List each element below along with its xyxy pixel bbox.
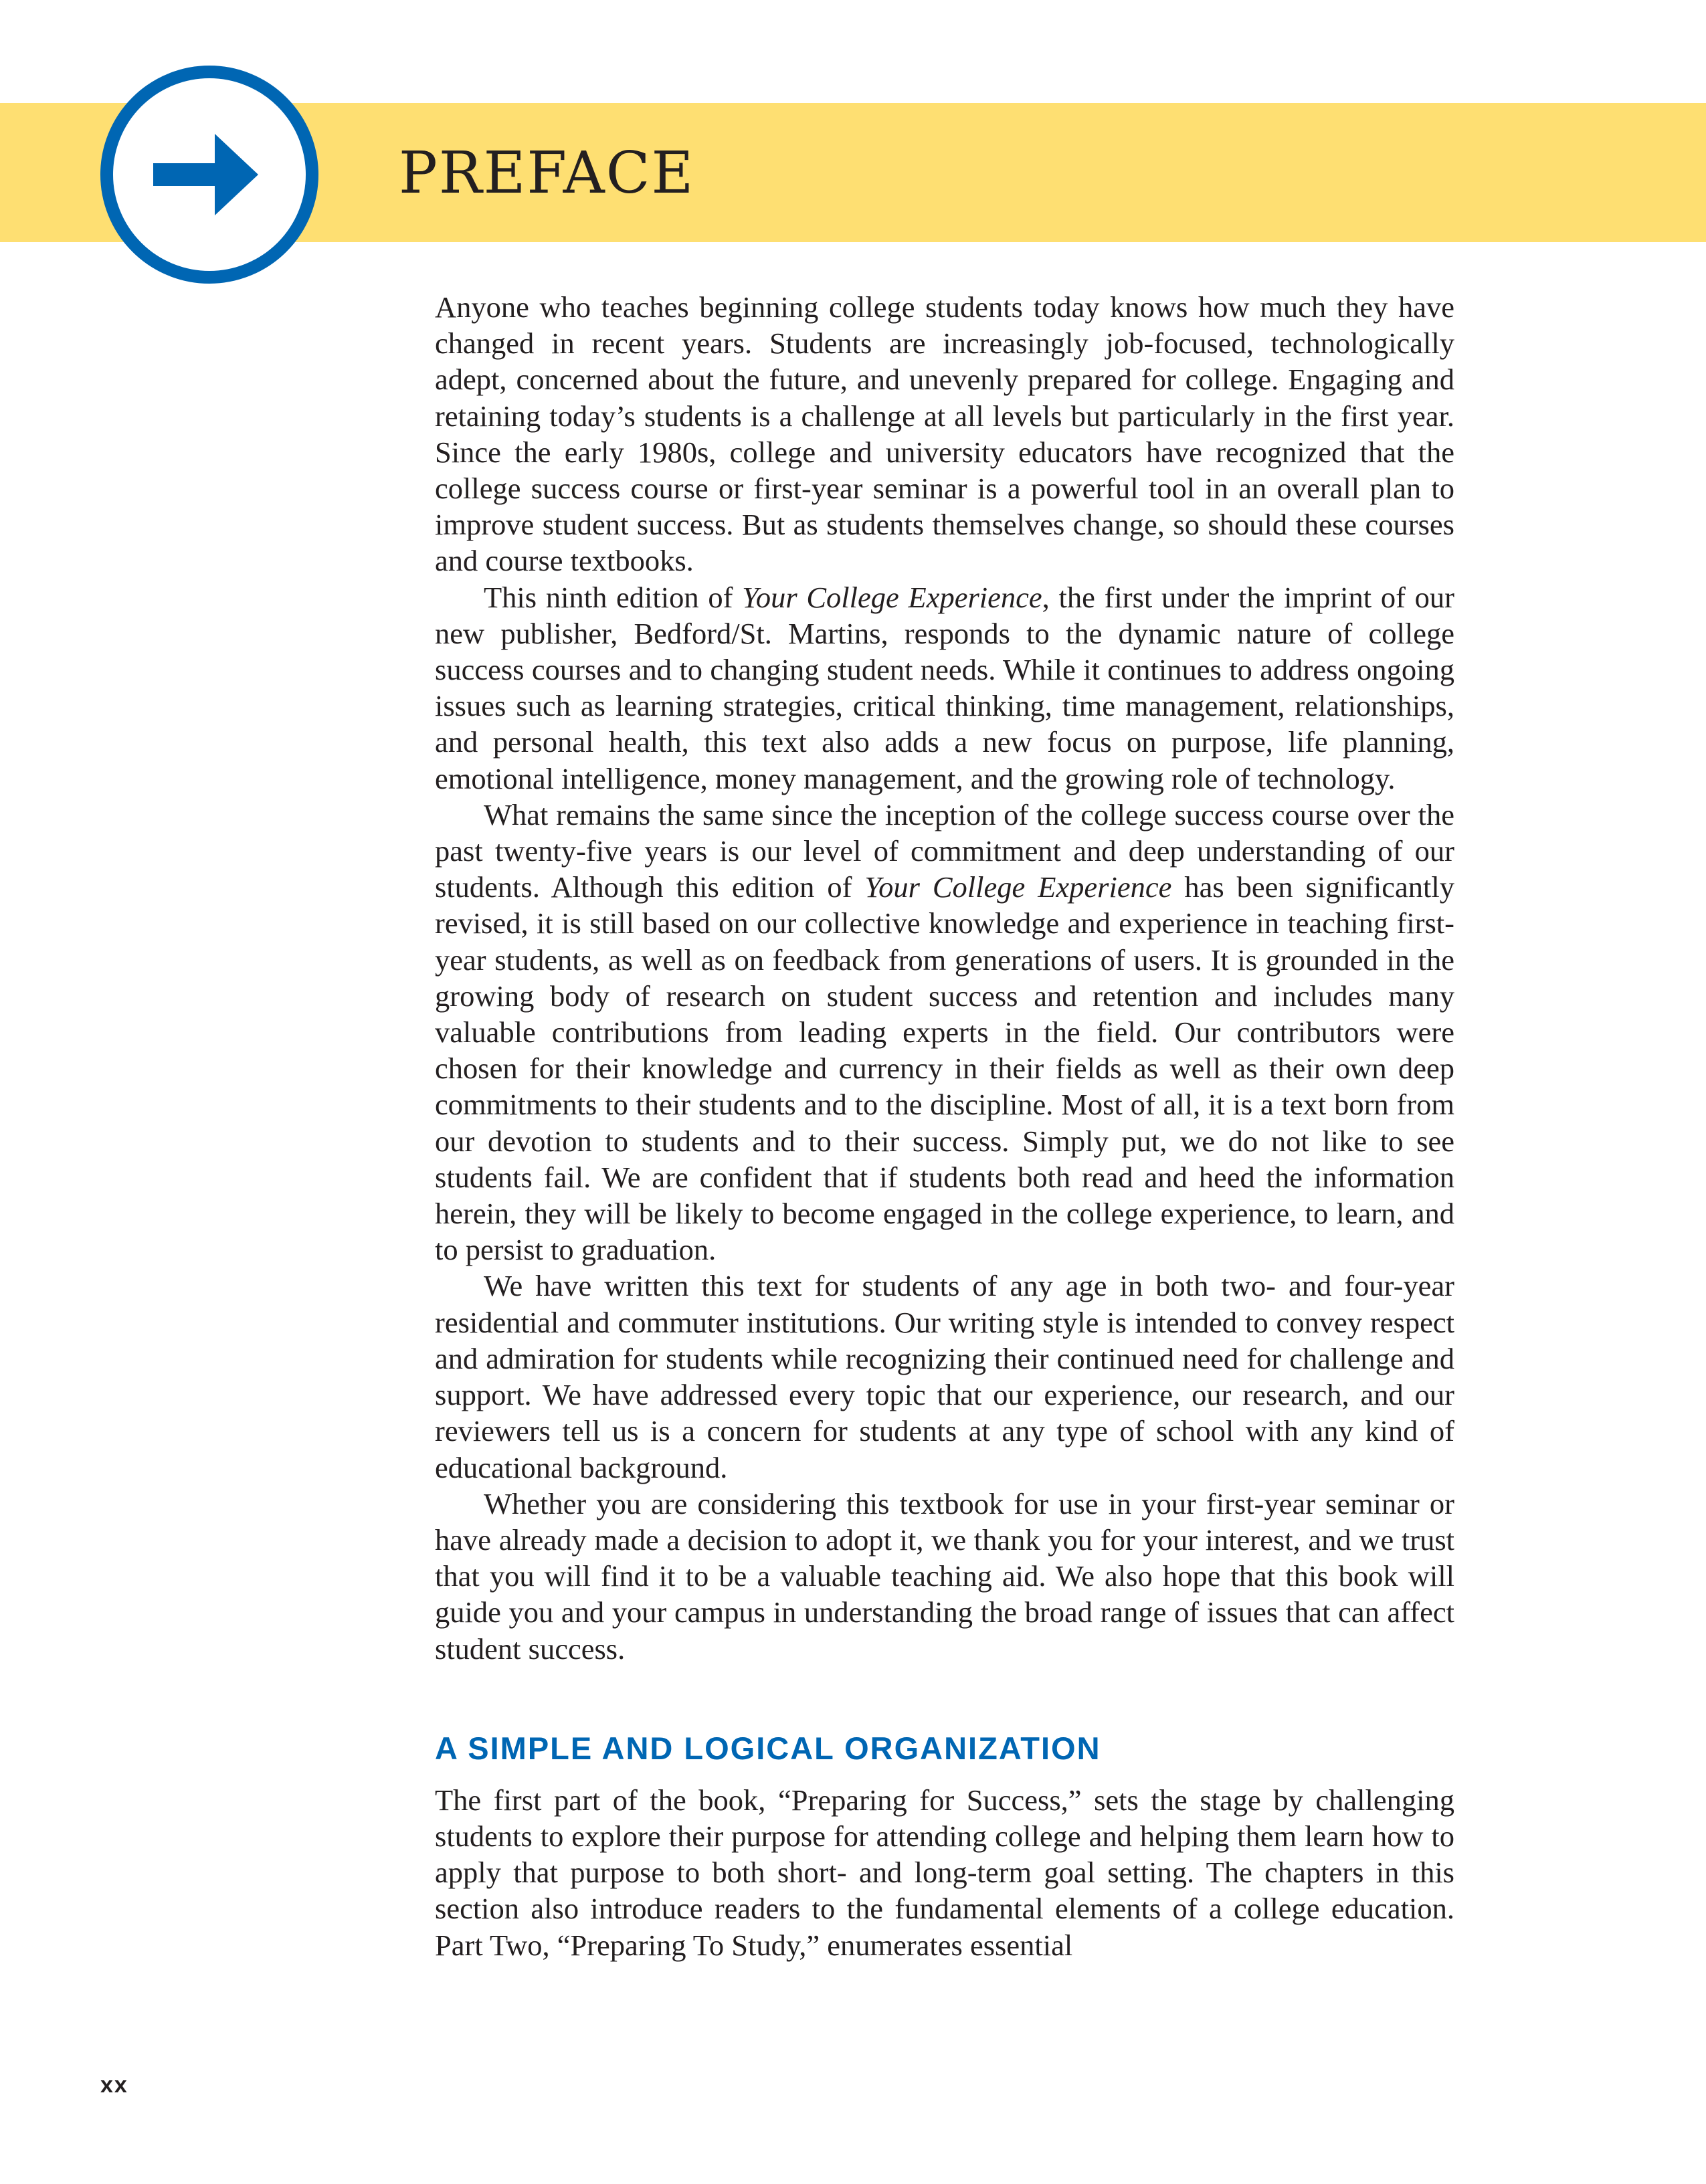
paragraph-rest: has been significantly revised, it is still based on our collective knowledge and experience in teaching first-year students, as well as on feedback from generations of users. It is grounded in the growing body of research on student success and retention and includes many valuable contributions from leading experts in the field. Our contributors were chosen for their knowledge and currency in their fields as well as their own deep commitments to their students and to the discipline. Most of all, it is a text born from our devotion to students and to their success. Simply put, we do not like to see students fail. We are confident that if students both read and heed the information herein, they will be likely to become engaged in the college experience, to learn, and to persist to graduation. xyxy=(435,870,1455,1267)
page-number: xx xyxy=(100,2072,128,2098)
paragraph-lead-tail: , the first under the imprint xyxy=(1042,580,1372,614)
chapter-badge xyxy=(100,66,318,284)
paragraph: The first part of the book, “Preparing for Success,” sets the stage by challenging students to explore their purpose for attending college and helping them learn how to apply that purpose to both short- and long-term goal setting. The chapters in this section also introduce readers to the fundamental elements of a college education. Part Two, “Preparing To Study,” enumerates essential xyxy=(435,1783,1454,1962)
arrow-right-icon xyxy=(113,78,306,271)
page-title: PREFACE xyxy=(399,140,695,207)
paragraph xyxy=(435,579,1454,797)
section-heading: A SIMPLE AND LOGICAL ORGANIZATION xyxy=(435,1730,1101,1766)
paragraph-lead: What remains the same since the inception of the college success course over the past twenty-five years is our level of commitment and deep understanding of our students. Although this edition of xyxy=(435,797,1454,904)
paragraph: We have written this text for students of any age in both two- and four-year residential and commuter institutions. Our writing style is intended to convey respect and admiration for students while recognizing their continued need for challenge and support. We have addressed every topic that our experience, our research, and our reviewers tell us is a concern for students at any type of school with any kind of educational background. xyxy=(435,1269,1454,1484)
preface-body xyxy=(435,289,1454,1963)
book-title: Your College Experience xyxy=(864,870,1172,904)
book-title: Your College Experience xyxy=(742,580,1042,614)
paragraph: Anyone who teaches beginning college students today knows how much they have changed in recent years. Students are increasingly job-focused, technologically adept, concerned about the future, and unevenly prepared for college. Engaging and retaining today’s students is a challenge at all levels but particularly in the first year. Since the early 1980s, college and university educators have recognized that the college success course or first-year seminar is a powerful tool in an overall plan to improve student success. But as students themselves change, so should these courses and course textbooks. xyxy=(435,290,1454,578)
paragraph xyxy=(435,797,1454,1268)
paragraph-lead: This ninth edition of xyxy=(484,580,733,614)
paragraph: Whether you are considering this textbook for use in your first-year seminar or have already made a decision to adopt it, we thank you for your interest, and we trust that you will find it to be a valuable teaching aid. We also hope that this book will guide you and your campus in understanding the broad range of issues that can affect student success. xyxy=(435,1486,1454,1666)
paragraph-rest: of our new publisher, Bedford/St. Martins, responds to the dynamic nature of college success courses and to changing student needs. While it continues to address ongoing issues such as learning strategies, critical thinking, time management, relationships, and personal health, this text also adds a new focus on purpose, life planning, emotional intelligence, money management, and the growing role of technology. xyxy=(435,580,1455,795)
